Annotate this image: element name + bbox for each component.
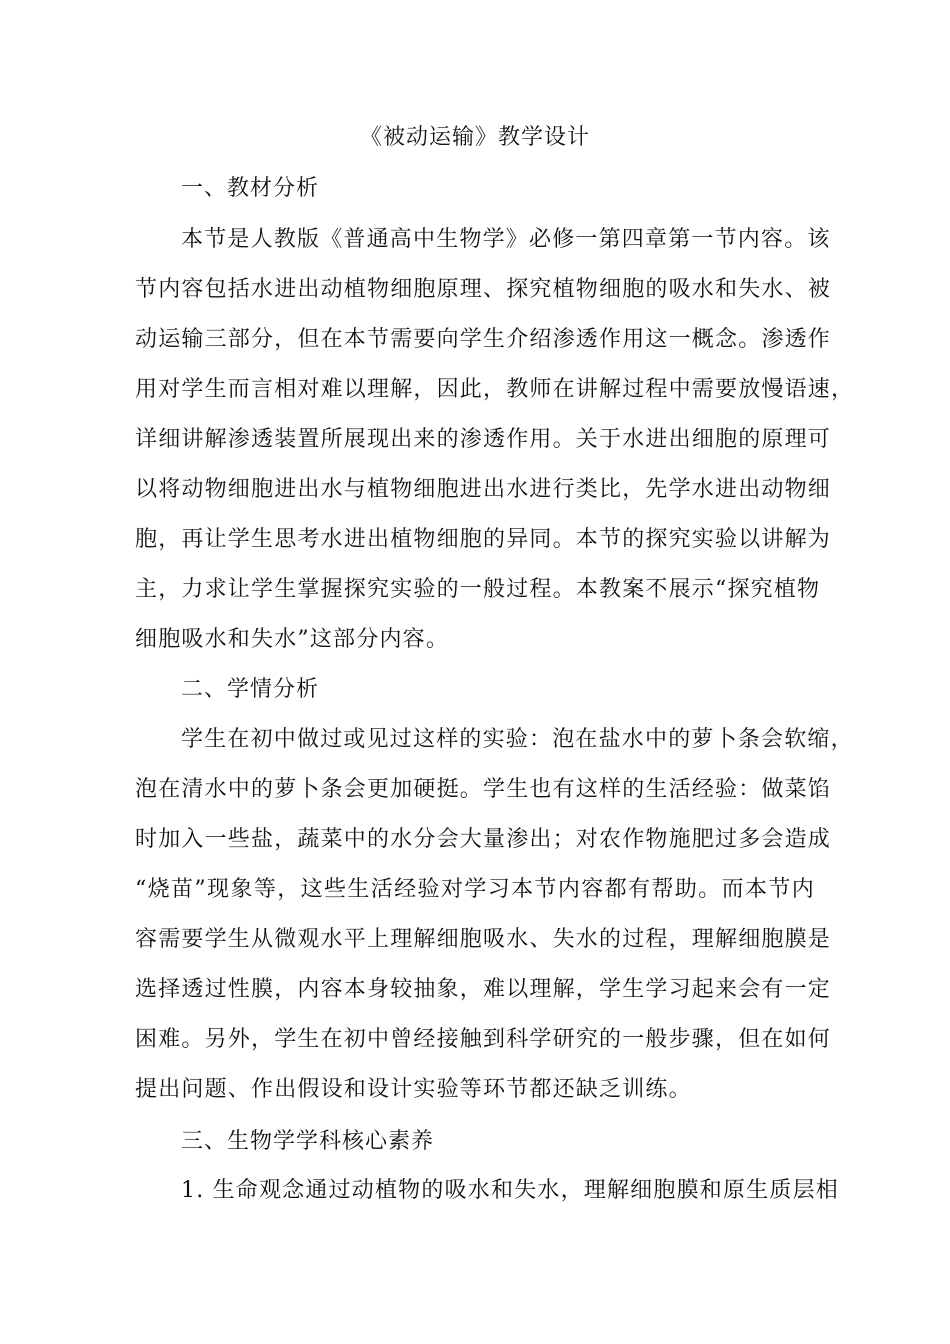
paragraph-line: 时加入一些盐，蔬菜中的水分会大量渗出；对农作物施肥过多会造成: [135, 827, 832, 852]
document-title: 《被动运输》教学设计: [359, 125, 590, 150]
paragraph-line: 泡在清水中的萝卜条会更加硬挺。学生也有这样的生活经验：做菜馅: [135, 777, 832, 802]
paragraph-line: 本节是人教版《普通高中生物学》必修一第四章第一节内容。该: [181, 227, 831, 252]
section-heading-textbook-analysis: 一、教材分析: [181, 176, 320, 201]
paragraph-line: 困难。另外，学生在初中曾经接触到科学研究的一般步骤，但在如何: [135, 1027, 832, 1052]
paragraph-line: 提出问题、作出假设和设计实验等环节都还缺乏训练。: [135, 1077, 692, 1102]
paragraph-line: 胞，再让学生思考水进出植物细胞的异同。本节的探究实验以讲解为: [135, 527, 832, 552]
paragraph-line: 细胞吸水和失水”这部分内容。: [135, 627, 450, 652]
paragraph-line: 1. 生命观念通过动植物的吸水和失水，理解细胞膜和原生质层相: [181, 1178, 839, 1203]
paragraph-line: 用对学生而言相对难以理解，因此，教师在讲解过程中需要放慢语速，: [135, 377, 855, 402]
paragraph-line: 节内容包括水进出动植物细胞原理、探究植物细胞的吸水和失水、被: [135, 277, 832, 302]
paragraph-line: 动运输三部分，但在本节需要向学生介绍渗透作用这一概念。渗透作: [135, 327, 832, 352]
paragraph-line: 以将动物细胞进出水与植物细胞进出水进行类比，先学水进出动物细: [135, 477, 832, 502]
section-heading-core-literacy: 三、生物学学科核心素养: [181, 1129, 435, 1154]
paragraph-line: 容需要学生从微观水平上理解细胞吸水、失水的过程，理解细胞膜是: [135, 927, 832, 952]
paragraph-line: 选择透过性膜，内容本身较抽象，难以理解，学生学习起来会有一定: [135, 977, 832, 1002]
paragraph-line: “烧苗”现象等，这些生活经验对学习本节内容都有帮助。而本节内: [135, 877, 815, 902]
section-heading-learner-analysis: 二、学情分析: [181, 677, 320, 702]
paragraph-line: 主，力求让学生掌握探究实验的一般过程。本教案不展示“探究植物: [135, 577, 821, 602]
paragraph-line: 学生在初中做过或见过这样的实验：泡在盐水中的萝卜条会软缩，: [181, 727, 854, 752]
paragraph-line: 详细讲解渗透装置所展现出来的渗透作用。关于水进出细胞的原理可: [135, 427, 832, 452]
